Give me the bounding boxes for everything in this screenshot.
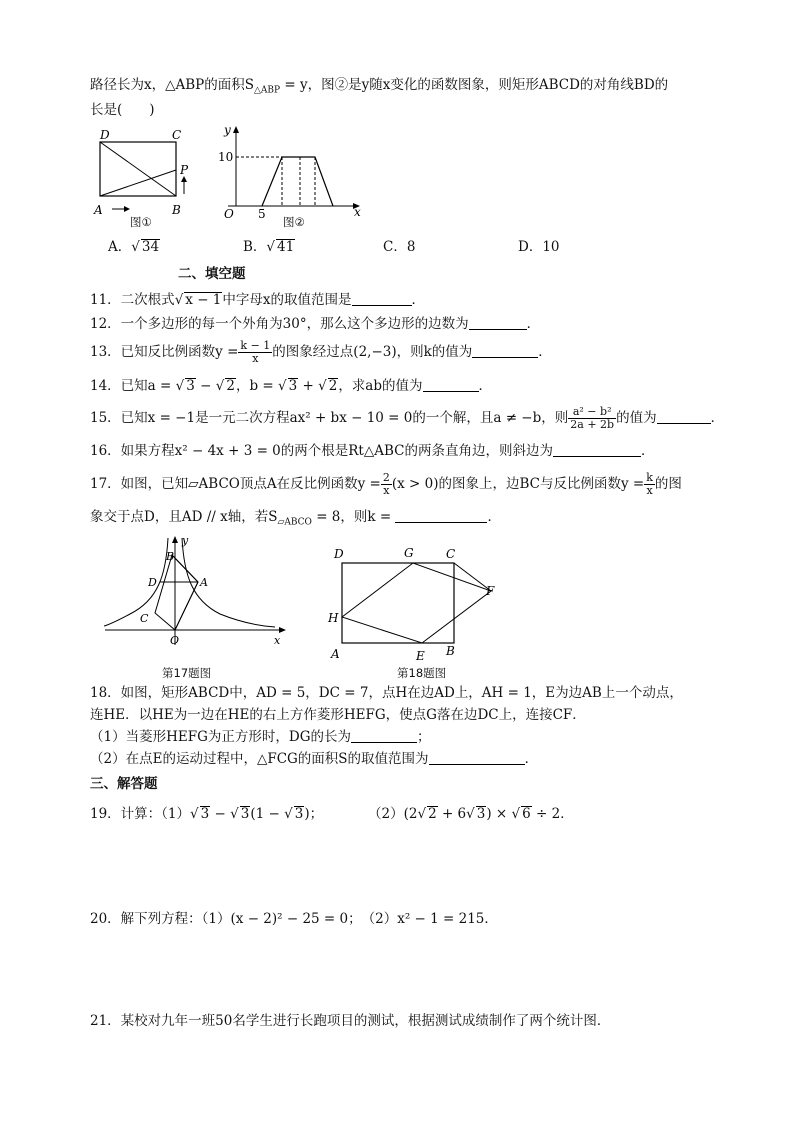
q14-blank[interactable] (423, 377, 479, 392)
fig18-caption: 第18题图 (397, 666, 447, 680)
fig1-caption: 图① (130, 215, 152, 229)
q10-figure1 (92, 126, 202, 228)
section3-heading: 三、解答题 (90, 776, 158, 792)
q13-blank[interactable] (472, 343, 538, 358)
q10-line2: 长是( ) (90, 102, 155, 118)
label-A: A (94, 203, 103, 217)
q17-figure (100, 530, 290, 650)
q12: 12．一个多边形的每一个外角为30°，那么这个多边形的边数为 ． (90, 316, 541, 332)
q18-sub2: （2）在点E的运动过程中，△FCG的面积S的取值范围为 ． (90, 751, 539, 767)
section2-heading: 二、填空题 (178, 266, 246, 282)
svg-text:F: F (486, 584, 495, 598)
label-5: 5 (258, 207, 266, 221)
label-y: y (224, 124, 231, 137)
svg-text:A: A (200, 576, 208, 589)
svg-text:C: C (446, 547, 456, 561)
svg-text:O: O (170, 634, 180, 647)
svg-text:y: y (182, 534, 189, 547)
label-B: B (172, 203, 181, 217)
q19-part1: 19．计算：（1）√ 3 − √ 3(1 − √ 3)； (90, 806, 324, 822)
label-O: O (224, 207, 234, 221)
choice-b[interactable]: B．√ 41 (243, 239, 295, 255)
q18-blank2[interactable] (429, 750, 525, 765)
q18-blank1[interactable] (351, 728, 417, 743)
q18-line1: 18．如图，矩形ABCD中，AD = 5，DC = 7，点H在边AD上，AH = 1，E为边AB上一个动点， (90, 685, 683, 701)
svg-text:D: D (334, 547, 344, 561)
fig2-caption: 图② (283, 215, 305, 229)
choice-c[interactable]: C．8 (383, 239, 416, 255)
q11: 11．二次根式√ x − 1中字母x的取值范围是 ． (90, 292, 426, 308)
q12-blank[interactable] (469, 315, 527, 330)
choice-a[interactable]: A．√ 34 (108, 239, 160, 255)
q21: 21．某校对九年一班50名学生进行长跑项目的测试，根据测试成绩制作了两个统计图． (90, 1013, 611, 1029)
q11-blank[interactable] (352, 291, 412, 306)
label-10: 10 (218, 150, 234, 164)
fig17-caption: 第17题图 (162, 666, 212, 680)
svg-text:B: B (446, 644, 455, 658)
svg-text:E: E (416, 649, 425, 663)
label-x: x (354, 205, 361, 219)
q17-line1: 17．如图，已知▱ABCO顶点A在反比例函数y = $\frac{2}{x}$ (x > 0)的图象上，边BC与反比例函数y = $\frac{k}{x}$ 的图 (90, 471, 682, 497)
choice-d[interactable]: D．10 (518, 239, 560, 255)
svg-text:D: D (148, 576, 157, 589)
q18-sub1: （1）当菱形HEFG为正方形时，DG的长为 ； (90, 729, 431, 745)
q18-figure (326, 543, 506, 663)
svg-text:G: G (404, 546, 414, 560)
q10-line1: 路径长为x，△ABP的面积$S_{\triangle ABP} = y$，图②是y随x变化的函数图象，则矩形ABCD的对角线BD的 (90, 77, 669, 96)
label-D: D (100, 128, 110, 142)
q16: 16．如果方程x² − 4x + 3 = 0的两个根是Rt△ABC的两条直角边，则斜边为 ． (90, 443, 655, 459)
q18-line2: 连HE．以HE为一边在HE的右上方作菱形HEFG，使点G落在边DC上，连接CF． (90, 707, 586, 723)
q15-blank[interactable] (657, 409, 711, 424)
q16-blank[interactable] (553, 442, 641, 457)
svg-text:A: A (331, 647, 340, 661)
q20: 20．解下列方程：（1）(x − 2)² − 25 = 0； （2）x² − 1 = 215． (90, 911, 498, 927)
svg-text:B: B (166, 550, 175, 563)
svg-text:H: H (328, 611, 339, 625)
q15: 15．已知x = −1是一元二次方程ax² + bx − 10 = 0的一个解，且a ≠ −b，则 $\frac{\text{a² − b²}}{2a + 2b}$ 的值为 ． (90, 405, 725, 431)
svg-text:x: x (274, 634, 281, 647)
q10-figure2 (218, 124, 368, 224)
q14: 14．已知a = √ 3 − √ 2，b = √ 3 + √ 2，求ab的值为 ． (90, 378, 493, 394)
label-C: C (172, 128, 182, 142)
svg-text:C: C (140, 612, 149, 625)
q17-line2: 象交于点D，且AD // x轴，若$S_{▱ABCO} = 8$，则k = ． (90, 509, 501, 528)
q13: 13．已知反比例函数y = $\frac{k - 1}{x}$ 的图象经过点(2,−3)，则k的值为 ． (90, 339, 552, 365)
label-P: P (180, 163, 189, 177)
q17-blank[interactable] (395, 508, 487, 523)
q19-part2: （2）(2√ 2 + 6√ 3) × √ 6 ÷ 2． (368, 806, 574, 822)
